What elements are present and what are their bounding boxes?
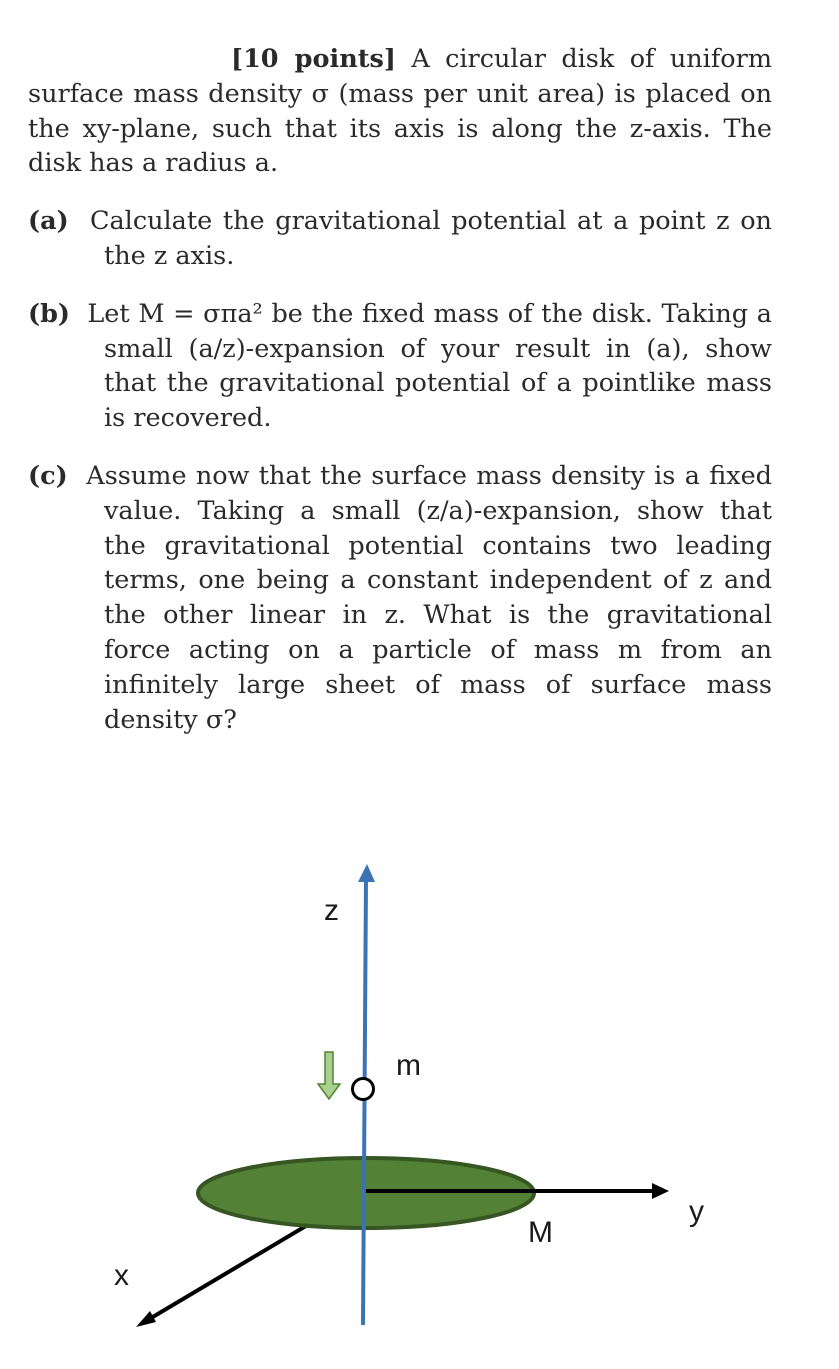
intro-text: A circular disk of uniform surface mass density σ (mass per unit area) is placed on the xy-plane, such that its axis is along the z-axis. The disk has a radius a. — [28, 44, 772, 179]
part-c-text: Assume now that the surface mass density is a fixed value. Taking a small (z/a)-expansion, show that the gravitational potential contains two leading terms, one being a constant independent of z and the other linear in z. What is the gravitational force acting on a particle of mass m from an infinitely large sheet of mass of surface mass density σ? — [86, 460, 772, 735]
problem-intro — [28, 42, 772, 181]
z-axis — [363, 878, 366, 1325]
part-b-label: (b) — [28, 298, 70, 329]
x-axis-label: x — [114, 1259, 129, 1292]
disk-diagram — [0, 850, 839, 1350]
part-a-label: (a) — [28, 206, 69, 237]
force-arrow — [318, 1052, 340, 1099]
z-axis-label: z — [324, 894, 339, 927]
disk-mass-label: M — [528, 1216, 553, 1249]
part-b-text: Let M = σπa² be the fixed mass of the disk. Taking a small (a/z)-expansion of your result in (a), show that the gravitational potential of a pointlike mass is recovered. — [87, 298, 772, 434]
z-axis-arrowhead — [358, 864, 375, 882]
part-c — [28, 459, 772, 737]
particle-m — [353, 1079, 374, 1100]
particle-label: m — [396, 1049, 421, 1082]
part-a-text: Calculate the gravitational potential at a point z on the z axis. — [89, 206, 772, 271]
part-b — [28, 297, 772, 436]
part-c-label: (c) — [28, 460, 68, 491]
part-a — [28, 204, 772, 274]
x-axis-arrowhead — [136, 1311, 156, 1327]
y-axis-label: y — [689, 1195, 704, 1228]
points-label: [10 points] — [231, 44, 396, 74]
y-axis-arrowhead — [652, 1183, 669, 1199]
problem-statement — [28, 42, 772, 737]
